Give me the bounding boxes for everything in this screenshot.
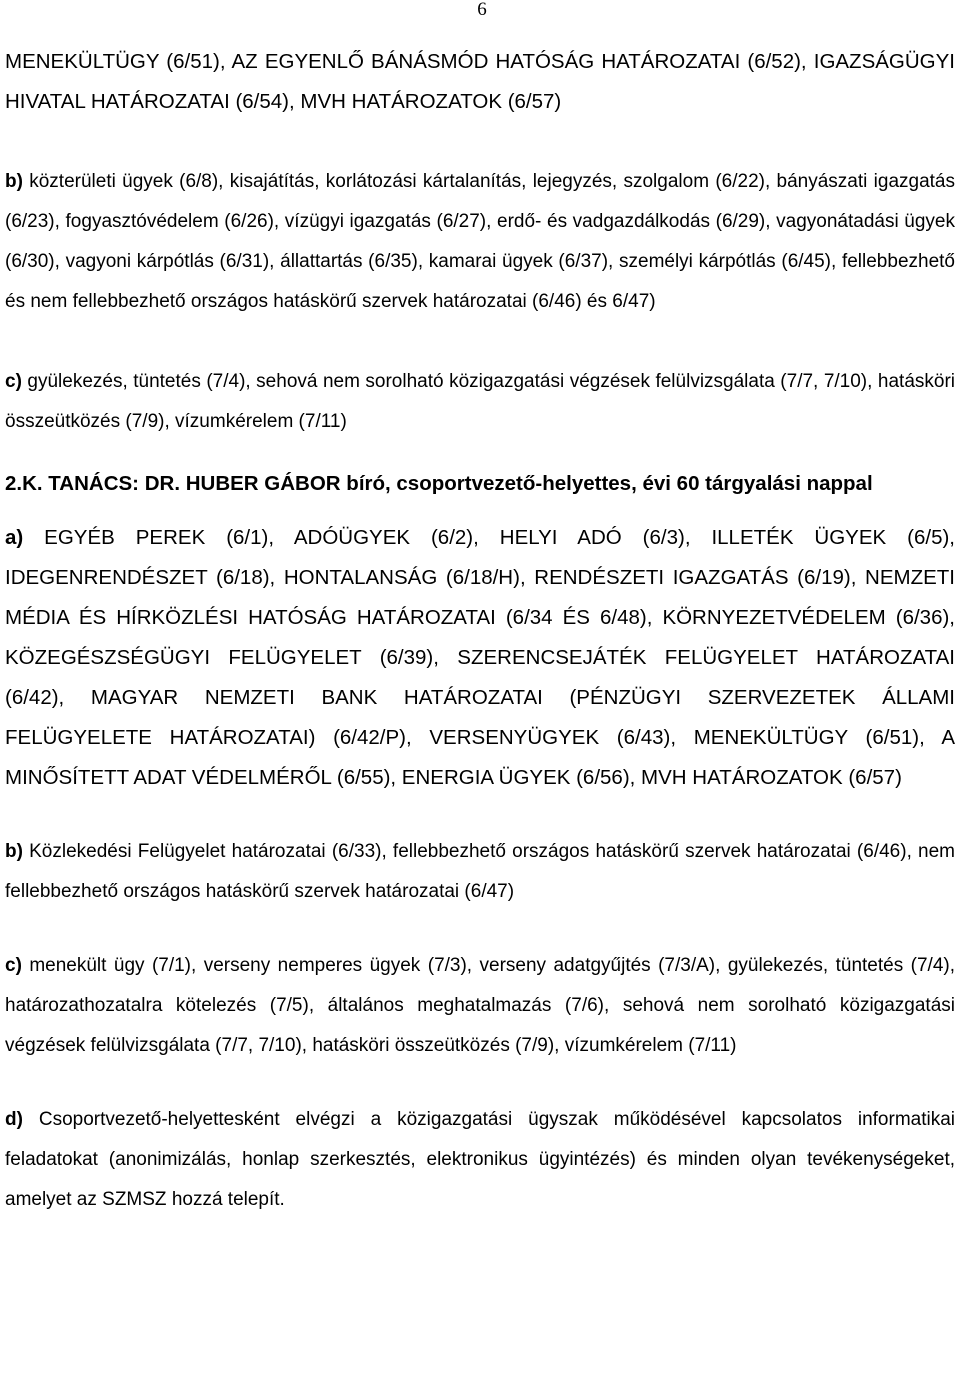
page-number: 6	[477, 0, 487, 20]
item-label: b)	[5, 841, 23, 862]
council-item-c	[5, 946, 955, 1066]
document-body	[5, 42, 955, 1220]
section1-item-c	[5, 362, 955, 442]
item-label: a)	[5, 526, 24, 549]
council-item-b	[5, 832, 955, 912]
item-label: c)	[5, 955, 22, 976]
council-heading: 2.K. TANÁCS: DR. HUBER GÁBOR bíró, csoportvezető-helyettes, évi 60 tárgyalási nappal	[5, 472, 873, 495]
item-label: b)	[5, 171, 23, 192]
council-item-d	[5, 1100, 955, 1220]
item-text: menekült ügy (7/1), verseny nemperes ügyek (7/3), verseny adatgyűjtés (7/3/A), gyülekezés, tüntetés (7/4), határozathozatalra kötelezés (7/5), általános meghatalmazás (7/6), sehová nem sorolható közigazgatási végzések felülvizsgálata (7/7, 7/10), hatásköri összeütközés (7/9), vízumkérelem (7/11)	[5, 955, 955, 1056]
item-text: Közlekedési Felügyelet határozatai (6/33), fellebbezhető országos hatáskörű szervek határozatai (6/46), nem fellebbezhető országos hatáskörű szervek határozatai (6/47)	[5, 841, 955, 902]
item-text: EGYÉB PEREK (6/1), ADÓÜGYEK (6/2), HELYI ADÓ (6/3), ILLETÉK ÜGYEK (6/5), IDEGENRENDÉSZET (6/18), HONTALANSÁG (6/18/H), RENDÉSZETI IGAZGATÁS (6/19), NEMZETI MÉDIA ÉS HÍRKÖZLÉSI HATÓSÁG HATÁROZATAI (6/34 ÉS 6/48), KÖRNYEZETVÉDELEM (6/36), KÖZEGÉSZSÉGÜGYI FELÜGYELET (6/39), SZERENCSEJÁTÉK FELÜGYELET HATÁROZATAI (6/42), MAGYAR NEMZETI BANK HATÁROZATAI (PÉNZÜGYI SZERVEZETEK ÁLLAMI FELÜGYELETE HATÁROZATAI) (6/42/P), VERSENYÜGYEK (6/43), MENEKÜLTÜGY (6/51), A MINŐSÍTETT ADAT VÉDELMÉRŐL (6/55), ENERGIA ÜGYEK (6/56), MVH HATÁROZATOK (6/57)	[5, 526, 955, 789]
item-text: közterületi ügyek (6/8), kisajátítás, korlátozási kártalanítás, lejegyzés, szolgalom (6/22), bányászati igazgatás (6/23), fogyasztóvédelem (6/26), vízügyi igazgatás (6/27), erdő- és vadgazdálkodás (6/29), vagyonátadási ügyek (6/30), vagyoni kárpótlás (6/31), állattartás (6/35), kamarai ügyek (6/37), személyi kárpótlás (6/45), fellebbezhető és nem fellebbezhető országos hatáskörű szervek határozatai (6/46) és 6/47)	[5, 171, 955, 312]
item-label: c)	[5, 371, 22, 392]
item-text: gyülekezés, tüntetés (7/4), sehová nem sorolható közigazgatási végzések felülvizsgálata (7/7, 7/10), hatásköri összeütközés (7/9), vízumkérelem (7/11)	[5, 371, 955, 432]
item-label: d)	[5, 1109, 23, 1130]
section1-item-b	[5, 162, 955, 322]
top-paragraph: MENEKÜLTÜGY (6/51), AZ EGYENLŐ BÁNÁSMÓD HATÓSÁG HATÁROZATAI (6/52), IGAZSÁGÜGYI HIVATAL HATÁROZATAI (6/54), MVH HATÁROZATOK (6/57)	[5, 50, 955, 113]
council-item-a	[5, 518, 955, 798]
item-text: Csoportvezető-helyettesként elvégzi a közigazgatási ügyszak működésével kapcsolatos informatikai feladatokat (anonimizálás, honlap szerkesztés, elektronikus ügyintézés) és minden olyan tevékenységeket, amelyet az SZMSZ hozzá telepít.	[5, 1109, 955, 1210]
